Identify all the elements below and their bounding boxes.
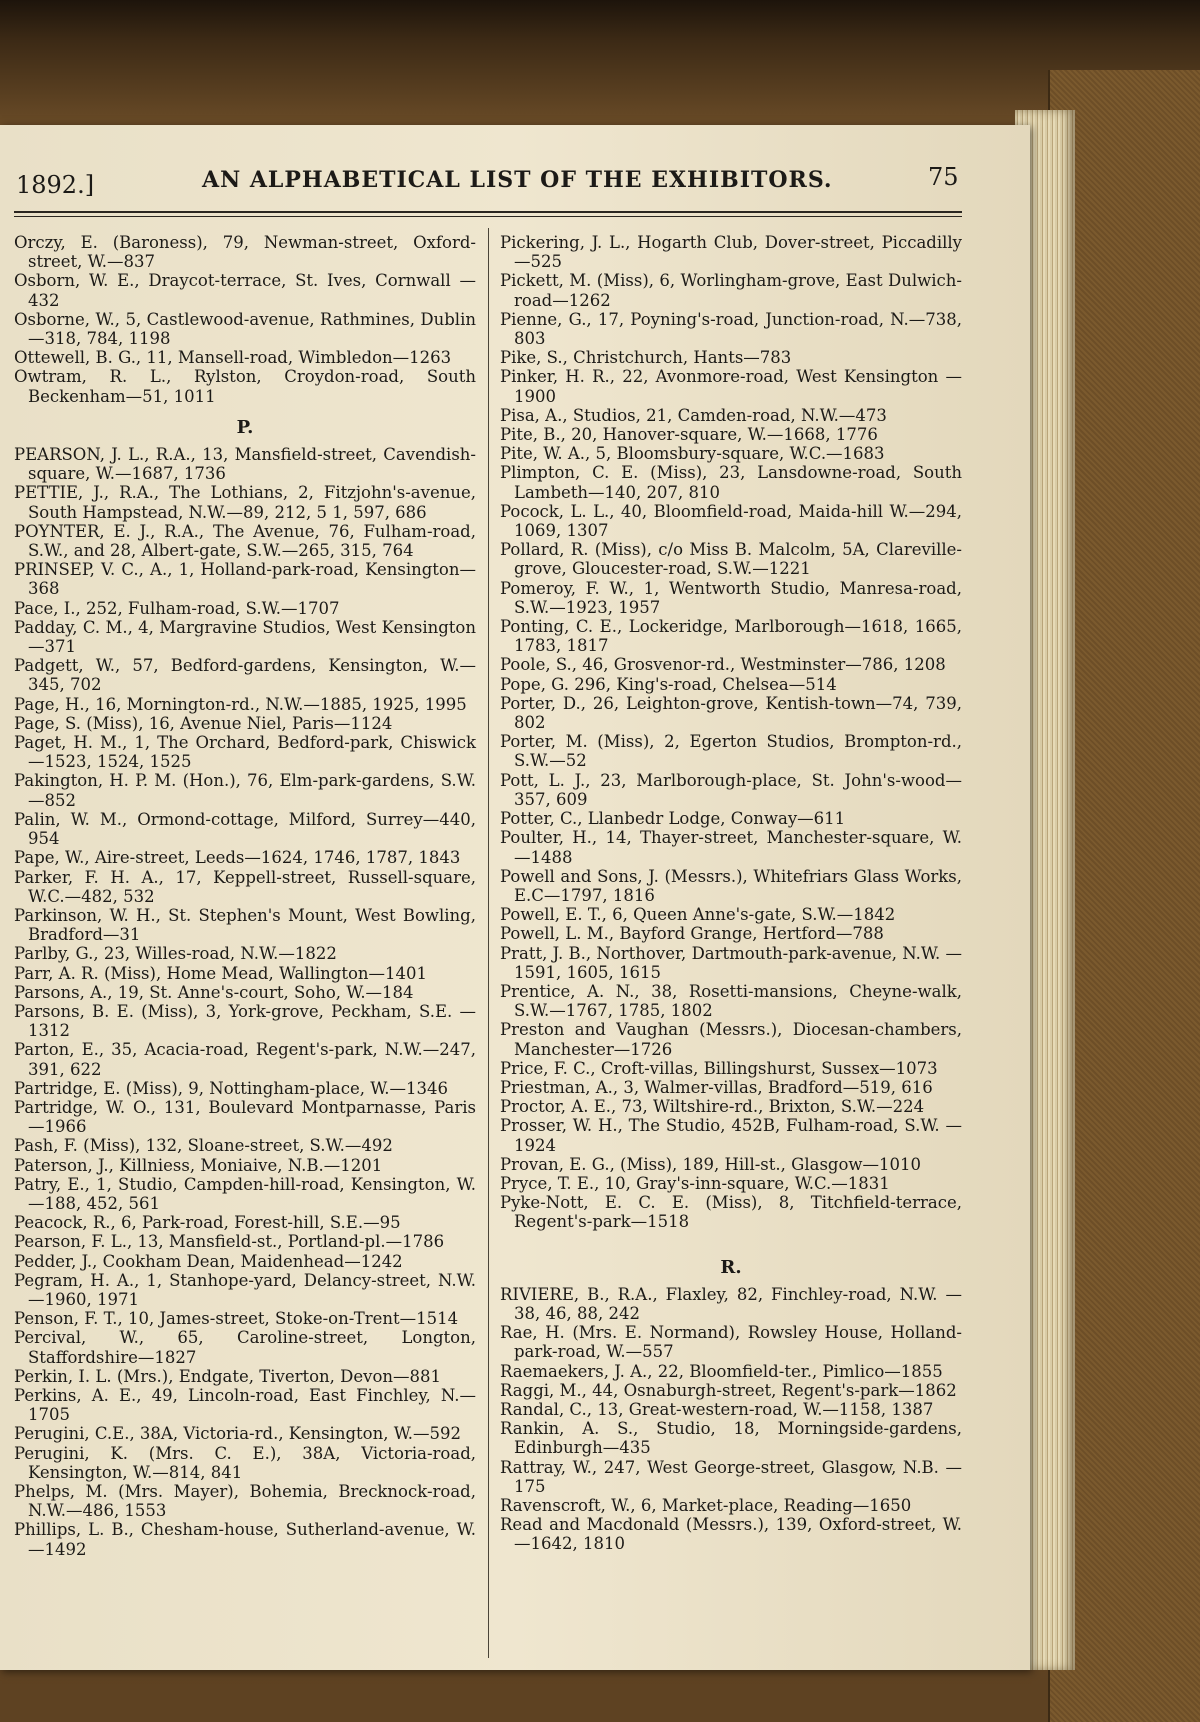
section-letter-r: R. xyxy=(720,1256,742,1278)
exhibitor-entry: Parr, A. R. (Miss), Home Mead, Wallington—1401 xyxy=(14,963,428,983)
exhibitor-entry: Pollard, R. (Miss), c/o Miss B. Malcolm, 5A, Clareville-grove, Gloucester-road, S.W.—1221 xyxy=(500,540,962,579)
book-page xyxy=(0,125,1030,1670)
exhibitor-entry: Plimpton, C. E. (Miss), 23, Lansdowne-road, South Lambeth—140, 207, 810 xyxy=(500,463,962,502)
exhibitor-entry: Proctor, A. E., 73, Wiltshire-rd., Brixton, S.W.—224 xyxy=(500,1097,925,1117)
exhibitor-entry: Padday, C. M., 4, Margravine Studios, West Kensington—371 xyxy=(14,617,476,657)
exhibitor-entry: Poole, S., 46, Grosvenor-rd., Westminster—786, 1208 xyxy=(500,655,946,675)
exhibitor-entry: Powell, E. T., 6, Queen Anne's-gate, S.W.—1842 xyxy=(500,905,896,925)
exhibitor-entry: Poulter, H., 14, Thayer-street, Manchester-square, W.—1488 xyxy=(500,828,962,867)
exhibitor-entry: Randal, C., 13, Great-western-road, W.—1158, 1387 xyxy=(500,1399,934,1419)
column-divider xyxy=(488,228,489,1658)
header-year: 1892.] xyxy=(16,171,95,199)
exhibitor-entry: Penson, F. T., 10, James-street, Stoke-on-Trent—1514 xyxy=(14,1309,459,1329)
exhibitor-entry: Rattray, W., 247, West George-street, Glasgow, N.B. —175 xyxy=(500,1457,962,1496)
exhibitor-entry: Pocock, L. L., 40, Bloomfield-road, Maida-hill W.—294, 1069, 1307 xyxy=(500,501,962,541)
exhibitor-entry: Parlby, G., 23, Willes-road, N.W.—1822 xyxy=(14,944,337,964)
exhibitor-entry: Perugini, C.E., 38A, Victoria-rd., Kensington, W.—592 xyxy=(14,1424,462,1444)
exhibitor-entry: Partridge, E. (Miss), 9, Nottingham-place, W.—1346 xyxy=(14,1078,449,1098)
exhibitor-entry: Osborne, W., 5, Castlewood-avenue, Rathmines, Dublin—318, 784, 1198 xyxy=(14,309,476,349)
exhibitor-entry: Preston and Vaughan (Messrs.), Diocesan-chambers, Manchester—1726 xyxy=(500,1020,962,1059)
exhibitor-entry: Owtram, R. L., Rylston, Croydon-road, South Beckenham—51, 1011 xyxy=(14,367,476,406)
exhibitor-entry: Pickering, J. L., Hogarth Club, Dover-street, Piccadilly—525 xyxy=(500,233,962,272)
exhibitor-entry: Phelps, M. (Mrs. Mayer), Bohemia, Brecknock-road, N.W.—486, 1553 xyxy=(14,1482,476,1521)
exhibitor-entry: Parsons, A., 19, St. Anne's-court, Soho, W.—184 xyxy=(14,982,414,1002)
exhibitor-entry: RIVIERE, B., R.A., Flaxley, 82, Finchley-road, N.W. —38, 46, 88, 242 xyxy=(500,1284,962,1323)
exhibitor-entry: Phillips, L. B., Chesham-house, Sutherland-avenue, W.—1492 xyxy=(14,1520,476,1559)
exhibitor-entry: Pearson, F. L., 13, Mansfield-st., Portland-pl.—1786 xyxy=(14,1232,445,1252)
exhibitor-entry: Osborn, W. E., Draycot-terrace, St. Ives, Cornwall —432 xyxy=(14,271,476,310)
exhibitor-entry: Pinker, H. R., 22, Avonmore-road, West Kensington —1900 xyxy=(500,367,962,406)
exhibitor-entry: Palin, W. M., Ormond-cottage, Milford, Surrey—440, 954 xyxy=(14,809,476,849)
exhibitor-entry: Paget, H. M., 1, The Orchard, Bedford-park, Chiswick —1523, 1524, 1525 xyxy=(14,733,476,772)
exhibitor-entry: Paterson, J., Killniess, Moniaive, N.B.—1201 xyxy=(14,1155,383,1175)
exhibitor-entry: Perkins, A. E., 49, Lincoln-road, East Finchley, N.—1705 xyxy=(14,1385,476,1425)
exhibitor-entry: Pyke-Nott, E. C. E. (Miss), 8, Titchfield-terrace, Regent's-park—1518 xyxy=(500,1193,962,1232)
header-title: AN ALPHABETICAL LIST OF THE EXHIBITORS. xyxy=(202,167,833,193)
exhibitor-entry: Percival, W., 65, Caroline-street, Longton, Staffordshire—1827 xyxy=(14,1328,476,1367)
exhibitor-entry: Pope, G. 296, King's-road, Chelsea—514 xyxy=(500,674,837,694)
exhibitor-entry: Peacock, R., 6, Park-road, Forest-hill, S.E.—95 xyxy=(14,1213,401,1233)
exhibitor-entry: Pott, L. J., 23, Marlborough-place, St. John's-wood—357, 609 xyxy=(500,770,962,809)
exhibitor-entry: Parker, F. H. A., 17, Keppell-street, Russell-square, W.C.—482, 532 xyxy=(14,867,476,906)
exhibitor-entry: Parsons, B. E. (Miss), 3, York-grove, Peckham, S.E. —1312 xyxy=(14,1001,476,1041)
exhibitor-entry: Raemaekers, J. A., 22, Bloomfield-ter., Pimlico—1855 xyxy=(500,1361,943,1381)
section-letter-p: P. xyxy=(236,416,254,438)
p-entries-continued xyxy=(500,233,962,1232)
exhibitor-entry: Page, H., 16, Mornington-rd., N.W.—1885, 1925, 1995 xyxy=(14,694,467,714)
exhibitor-entry: Powell and Sons, J. (Messrs.), Whitefriars Glass Works, E.C—1797, 1816 xyxy=(500,866,962,905)
exhibitor-entry: Pickett, M. (Miss), 6, Worlingham-grove, East Dulwich-road—1262 xyxy=(500,271,962,310)
o-entries xyxy=(14,233,476,406)
exhibitor-entry: Pakington, H. P. M. (Hon.), 76, Elm-park-gardens, S.W.—852 xyxy=(14,771,476,810)
exhibitor-entry: Pryce, T. E., 10, Gray's-inn-square, W.C.—1831 xyxy=(500,1173,890,1193)
exhibitor-entry: Price, F. C., Croft-villas, Billingshurst, Sussex—1073 xyxy=(500,1058,938,1078)
exhibitor-entry: Pite, W. A., 5, Bloomsbury-square, W.C.—1683 xyxy=(500,444,885,464)
exhibitor-entry: POYNTER, E. J., R.A., The Avenue, 76, Fulham-road, S.W., and 28, Albert-gate, S.W.—265, 315, 764 xyxy=(14,521,476,561)
exhibitor-entry: Rae, H. (Mrs. E. Normand), Rowsley House, Holland-park-road, W.—557 xyxy=(500,1323,962,1362)
exhibitor-entry: Pike, S., Christchurch, Hants—783 xyxy=(500,348,792,368)
exhibitor-entry: Orczy, E. (Baroness), 79, Newman-street, Oxford-street, W.—837 xyxy=(14,233,476,272)
exhibitor-entry: Pash, F. (Miss), 132, Sloane-street, S.W.—492 xyxy=(14,1136,393,1156)
exhibitor-entry: Prosser, W. H., The Studio, 452B, Fulham-road, S.W. —1924 xyxy=(500,1116,962,1155)
exhibitor-entry: PEARSON, J. L., R.A., 13, Mansfield-street, Cavendish-square, W.—1687, 1736 xyxy=(14,445,476,484)
exhibitor-entry: Potter, C., Llanbedr Lodge, Conway—611 xyxy=(500,809,846,829)
exhibitor-entry: Read and Macdonald (Messrs.), 139, Oxford-street, W. —1642, 1810 xyxy=(500,1515,962,1554)
exhibitor-entry: Rankin, A. S., Studio, 18, Morningside-gardens, Edinburgh—435 xyxy=(500,1419,962,1458)
running-header xyxy=(16,161,959,201)
exhibitor-entry: Pace, I., 252, Fulham-road, S.W.—1707 xyxy=(14,598,340,618)
exhibitor-entry: Pienne, G., 17, Poyning's-road, Junction-road, N.—738, 803 xyxy=(500,309,962,349)
exhibitor-entry: Porter, M. (Miss), 2, Egerton Studios, Brompton-rd., S.W.—52 xyxy=(500,732,962,771)
header-rule xyxy=(14,211,962,213)
exhibitor-entry: Patry, E., 1, Studio, Campden-hill-road, Kensington, W.—188, 452, 561 xyxy=(14,1174,476,1213)
exhibitor-entry: Powell, L. M., Bayford Grange, Hertford—788 xyxy=(500,924,884,944)
exhibitor-entry: PRINSEP, V. C., A., 1, Holland-park-road, Kensington—368 xyxy=(14,560,476,599)
exhibitor-entry: Pegram, H. A., 1, Stanhope-yard, Delancy-street, N.W.—1960, 1971 xyxy=(14,1270,476,1309)
left-column xyxy=(14,233,476,1559)
exhibitor-entry: Pape, W., Aire-street, Leeds—1624, 1746, 1787, 1843 xyxy=(14,848,461,868)
page-number: 75 xyxy=(928,163,959,191)
exhibitor-entry: Padgett, W., 57, Bedford-gardens, Kensington, W.—345, 702 xyxy=(14,656,476,695)
exhibitor-entry: Page, S. (Miss), 16, Avenue Niel, Paris—1124 xyxy=(14,713,393,733)
exhibitor-entry: Pite, B., 20, Hanover-square, W.—1668, 1776 xyxy=(500,425,878,445)
exhibitor-entry: Provan, E. G., (Miss), 189, Hill-st., Glasgow—1010 xyxy=(500,1154,922,1174)
header-rule-thin xyxy=(14,216,962,217)
exhibitor-entry: Pisa, A., Studios, 21, Camden-road, N.W.—473 xyxy=(500,405,887,425)
exhibitor-entry: Parton, E., 35, Acacia-road, Regent's-park, N.W.—247, 391, 622 xyxy=(14,1040,476,1079)
exhibitor-entry: Ravenscroft, W., 6, Market-place, Reading—1650 xyxy=(500,1496,912,1515)
exhibitor-entry: Raggi, M., 44, Osnaburgh-street, Regent's-park—1862 xyxy=(500,1380,957,1400)
exhibitor-entry: Porter, D., 26, Leighton-grove, Kentish-town—74, 739, 802 xyxy=(500,693,962,733)
r-entries xyxy=(500,1285,962,1554)
exhibitor-entry: Prentice, A. N., 38, Rosetti-mansions, Cheyne-walk, S.W.—1767, 1785, 1802 xyxy=(500,981,962,1021)
exhibitor-entry: Pedder, J., Cookham Dean, Maidenhead—1242 xyxy=(14,1251,403,1271)
exhibitor-entry: Ottewell, B. G., 11, Mansell-road, Wimbledon—1263 xyxy=(14,348,452,368)
exhibitor-entry: Pomeroy, F. W., 1, Wentworth Studio, Manresa-road, S.W.—1923, 1957 xyxy=(500,578,962,617)
exhibitor-entry: Perkin, I. L. (Mrs.), Endgate, Tiverton, Devon—881 xyxy=(14,1366,442,1386)
exhibitor-entry: Partridge, W. O., 131, Boulevard Montparnasse, Paris —1966 xyxy=(14,1097,476,1137)
exhibitor-entry: Ponting, C. E., Lockeridge, Marlborough—1618, 1665, 1783, 1817 xyxy=(500,617,962,656)
p-entries xyxy=(14,445,476,1559)
exhibitor-entry: Pratt, J. B., Northover, Dartmouth-park-avenue, N.W. —1591, 1605, 1615 xyxy=(500,943,962,982)
right-column xyxy=(500,233,962,1554)
exhibitor-entry: PETTIE, J., R.A., The Lothians, 2, Fitzjohn's-avenue, South Hampstead, N.W.—89, 212, 5 1, 597, 686 xyxy=(14,483,476,522)
exhibitor-entry: Parkinson, W. H., St. Stephen's Mount, West Bowling, Bradford—31 xyxy=(14,905,476,945)
exhibitor-entry: Priestman, A., 3, Walmer-villas, Bradford—519, 616 xyxy=(500,1077,933,1097)
exhibitor-entry: Perugini, K. (Mrs. C. E.), 38A, Victoria-road, Kensington, W.—814, 841 xyxy=(14,1443,476,1482)
